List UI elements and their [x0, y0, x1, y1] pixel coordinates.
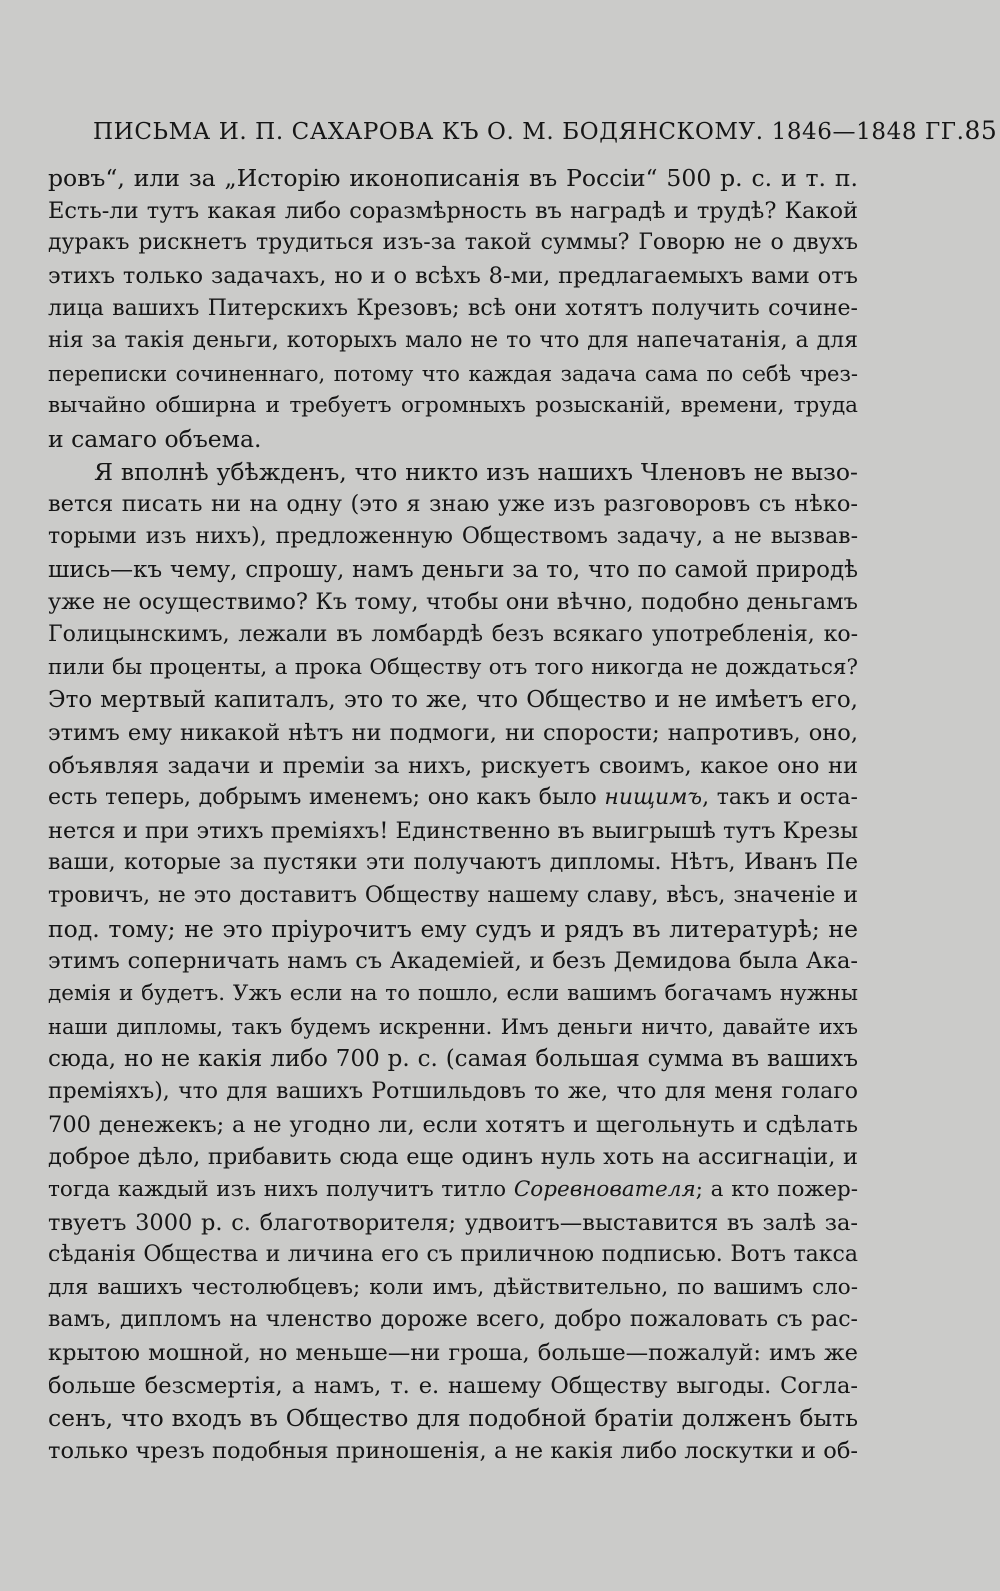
text-line: сѣданія Общества и личина его съ приличною подписью. Вотъ такса [48, 1242, 858, 1268]
text-line: лица вашихъ Питерскихъ Крезовъ; всѣ они хотятъ получить сочине- [48, 295, 858, 321]
page-header [93, 116, 998, 152]
text-segment: тогда каждый изъ нихъ получитъ титло [48, 1176, 514, 1202]
text-line: вется писать ни на одну (это я знаю уже изъ разговоровъ съ нѣко- [48, 491, 858, 518]
text-line: дуракъ рискнетъ трудиться изъ-за такой суммы? Говорю не о двухъ [48, 230, 858, 256]
text-line: Это мертвый капиталъ, это то же, что Общество и не имѣетъ его, [48, 687, 858, 714]
italic-word: Соревнователя [513, 1176, 696, 1202]
text-line: нія за такія деньги, которыхъ мало не то что для напечатанія, а для [48, 328, 858, 354]
body-text [48, 162, 858, 1468]
running-title: ПИСЬМА И. П. САХАРОВА КЪ О. М. БОДЯНСКОМУ. 1846—1848 ГГ. [93, 119, 965, 145]
text-line: крытою мошной, но меньше—ни гроша, больше—пожалуй: имъ же [48, 1340, 858, 1367]
text-segment: , такъ и оста- [702, 785, 858, 811]
text-line: доброе дѣло, прибавить сюда еще одинъ нуль хоть на ассигнаціи, и [48, 1144, 858, 1171]
text-line: под. тому; не это пріурочитъ ему судъ и рядъ въ литературѣ; не [48, 914, 858, 943]
text-segment: есть теперь, добрымъ именемъ; оно какъ было [48, 785, 605, 811]
text-line [48, 782, 858, 815]
text-line [48, 1174, 858, 1207]
text-line: этимъ ему никакой нѣтъ ни подмоги, ни спорости; напротивъ, оно, [48, 719, 858, 746]
text-line: больше безсмертія, а намъ, т. е. нашему Обществу выгоды. Согла- [48, 1372, 858, 1399]
text-line: переписки сочиненнаго, потому что каждая задача сама по себѣ чрез- [48, 361, 858, 386]
text-line: объявляя задачи и преміи за нихъ, рискуетъ своимъ, какое оно ни [48, 752, 858, 779]
text-line: 700 денежекъ; а не угодно ли, если хотятъ и щегольнуть и сдѣлать [48, 1111, 858, 1138]
text-line: для вашихъ честолюбцевъ; коли имъ, дѣйствительно, по вашимъ сло- [48, 1274, 858, 1300]
text-segment: ; а кто пожер- [695, 1176, 858, 1202]
text-line: Я вполнѣ убѣжденъ, что никто изъ нашихъ Членовъ не вызо- [94, 457, 858, 486]
text-line: наши дипломы, такъ будемъ искренни. Имъ деньги ничто, давайте ихъ [48, 1014, 858, 1039]
text-line: Голицынскимъ, лежали въ ломбардѣ безъ всякаго употребленія, ко- [48, 621, 858, 647]
text-line: преміяхъ), что для вашихъ Ротшильдовъ то же, что для меня голаго [48, 1078, 858, 1104]
text-line: только чрезъ подобныя приношенія, а не какія либо лоскутки и об- [48, 1437, 858, 1464]
text-line: сюда, но не какія либо 700 р. с. (самая большая сумма въ вашихъ [48, 1046, 858, 1073]
text-line: твуетъ 3000 р. с. благотворителя; удвоитъ—выставится въ залѣ за- [48, 1209, 858, 1236]
text-line: ваши, которые за пустяки эти получаютъ дипломы. Нѣтъ, Иванъ Пе [48, 850, 858, 876]
text-line: шись—къ чему, спрошу, намъ деньги за то, что по самой природѣ [48, 556, 858, 583]
text-line: демія и будетъ. Ужъ если на то пошло, если вашимъ богачамъ нужны [48, 981, 858, 1007]
text-line: тровичъ, не это доставитъ Обществу нашему славу, вѣсъ, значеніе и [48, 883, 858, 909]
text-line: вамъ, дипломъ на членство дороже всего, добро пожаловать съ рас- [48, 1307, 858, 1333]
italic-word: нищимъ [604, 785, 703, 811]
text-line: Есть-ли тутъ какая либо соразмѣрность въ наградѣ и трудѣ? Какой [48, 197, 858, 224]
text-line: этихъ только задачахъ, но и о всѣхъ 8-ми, предлагаемыхъ вами отъ [48, 262, 858, 289]
text-line: нется и при этихъ преміяхъ! Единственно въ выигрышѣ тутъ Крезы [48, 817, 858, 844]
page-number: 85 [964, 116, 998, 145]
text-line: ровъ“, или за „Исторію иконописанія въ Россіи“ 500 р. с. и т. п. [48, 164, 858, 192]
text-line: уже не осуществимо? Къ тому, чтобы они вѣчно, подобно деньгамъ [48, 589, 858, 616]
text-line: и самаго объема. [48, 425, 262, 454]
text-line: этимъ соперничать намъ съ Академіей, и безъ Демидова была Ака- [48, 948, 858, 975]
text-line: сенъ, что входъ въ Общество для подобной братіи долженъ быть [48, 1404, 858, 1433]
text-line: торыми изъ нихъ), предложенную Обществомъ задачу, а не вызвав- [48, 524, 858, 550]
text-line: пили бы проценты, а прока Обществу отъ того никогда не дождаться? [48, 654, 858, 680]
text-line: вычайно обширна и требуетъ огромныхъ розысканій, времени, труда [48, 393, 858, 419]
